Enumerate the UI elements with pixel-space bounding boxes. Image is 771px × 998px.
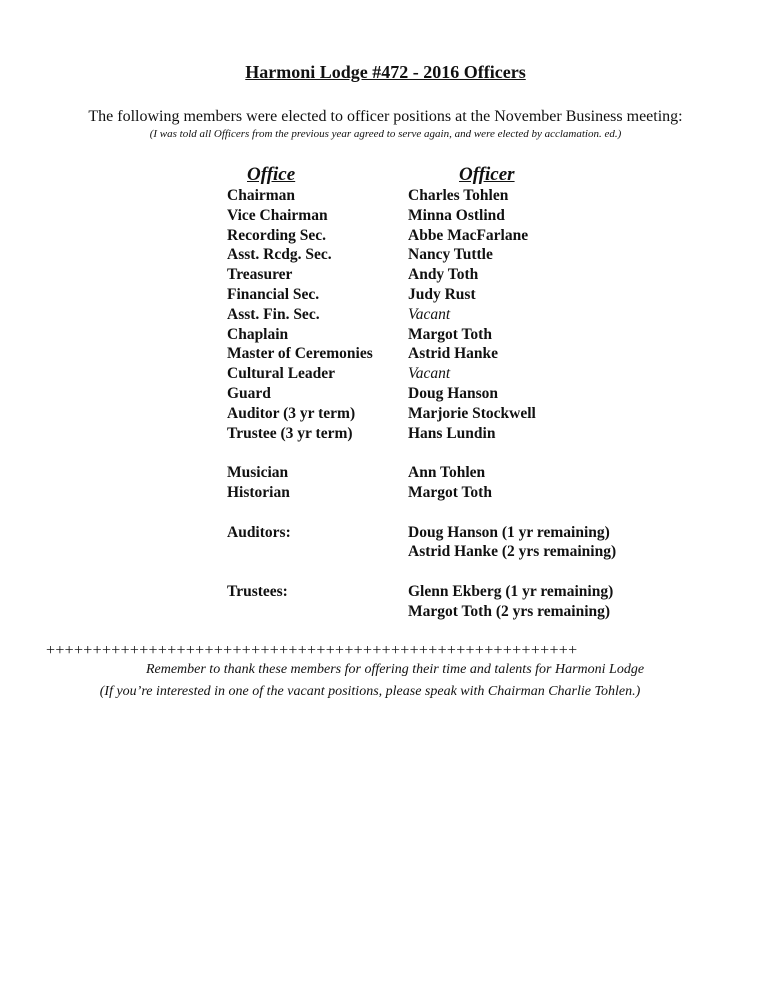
closing-reminder: Remember to thank these members for offering their time and talents for Harmoni Lodge xyxy=(145,662,645,677)
officer-name: Nancy Tuttle xyxy=(408,246,493,264)
office-name: Chairman xyxy=(227,187,296,204)
office-name: Chaplain xyxy=(227,325,289,343)
officer-column-header: Officer xyxy=(459,164,515,185)
office-name: Guard xyxy=(227,384,271,402)
officer-name: Marjorie Stockwell xyxy=(408,404,536,422)
officer-name: Astrid Hanke xyxy=(408,345,498,363)
office-name: Cultural Leader xyxy=(227,365,336,383)
officer-name: Ann Tohlen xyxy=(408,464,486,482)
trustees-label: Trustees: xyxy=(227,582,288,600)
officer-name: Charles Tohlen xyxy=(408,187,509,204)
officer-name: Minna Ostlind xyxy=(408,206,505,224)
officer-name: Margot Toth xyxy=(408,483,492,501)
officer-name: Abbe MacFarlane xyxy=(408,226,529,244)
plus-divider: +++++++++++++++++++++++++++++++++++++++++++++++++++++++++ xyxy=(46,642,578,659)
officer-name-vacant: Vacant xyxy=(408,305,451,323)
officer-row xyxy=(227,245,707,265)
auditors-row xyxy=(227,542,707,562)
auditor-member: Doug Hanson (1 yr remaining) xyxy=(408,523,610,541)
editor-note: (I was told all Officers from the previous year agreed to serve again, and were elected by acclamation. ed.) xyxy=(149,128,622,140)
officer-row xyxy=(227,424,707,444)
officer-name: Doug Hanson xyxy=(408,384,499,402)
office-name: Master of Ceremonies xyxy=(227,345,373,363)
office-name: Financial Sec. xyxy=(227,285,320,303)
auditors-row xyxy=(227,523,707,543)
officer-row xyxy=(227,226,707,246)
officer-row xyxy=(227,186,707,206)
closing-vacancy-note: (If you’re interested in one of the vacant positions, please speak with Chairman Charlie Tohlen.) xyxy=(99,684,641,699)
trustees-row xyxy=(227,602,707,622)
office-name: Trustee (3 yr term) xyxy=(227,424,353,442)
auditor-member: Astrid Hanke (2 yrs remaining) xyxy=(408,543,617,561)
officers-table xyxy=(227,186,707,622)
officer-row xyxy=(227,404,707,424)
intro-text: The following members were elected to officer positions at the November Business meeting: xyxy=(88,108,683,125)
office-name: Asst. Rcdg. Sec. xyxy=(227,246,332,264)
trustees-row xyxy=(227,582,707,602)
officer-row xyxy=(227,364,707,384)
officer-name: Judy Rust xyxy=(408,285,476,303)
other-role-row xyxy=(227,463,707,483)
officer-row xyxy=(227,305,707,325)
section-spacer xyxy=(227,503,707,523)
office-name: Asst. Fin. Sec. xyxy=(227,305,320,323)
officer-name-vacant: Vacant xyxy=(408,365,451,383)
other-role-row xyxy=(227,483,707,503)
section-spacer xyxy=(227,562,707,582)
office-name: Recording Sec. xyxy=(227,226,327,244)
office-name: Historian xyxy=(227,483,290,501)
office-name: Auditor (3 yr term) xyxy=(227,404,356,422)
officer-name: Andy Toth xyxy=(408,266,479,284)
trustee-member: Glenn Ekberg (1 yr remaining) xyxy=(408,582,614,600)
officer-row xyxy=(227,325,707,345)
officer-row xyxy=(227,265,707,285)
trustee-member: Margot Toth (2 yrs remaining) xyxy=(408,602,611,620)
officer-name: Hans Lundin xyxy=(408,424,496,442)
auditors-label: Auditors: xyxy=(227,523,291,541)
officer-row xyxy=(227,384,707,404)
empty-cell xyxy=(227,542,408,562)
office-name: Musician xyxy=(227,464,289,482)
section-spacer xyxy=(227,443,707,463)
officer-row xyxy=(227,285,707,305)
office-column-header: Office xyxy=(247,164,296,185)
office-name: Treasurer xyxy=(227,266,293,284)
officer-row xyxy=(227,344,707,364)
office-name: Vice Chairman xyxy=(227,206,328,224)
page-title: Harmoni Lodge #472 - 2016 Officers xyxy=(245,62,526,82)
empty-cell xyxy=(227,602,408,622)
officer-row xyxy=(227,206,707,226)
officer-name: Margot Toth xyxy=(408,325,492,343)
